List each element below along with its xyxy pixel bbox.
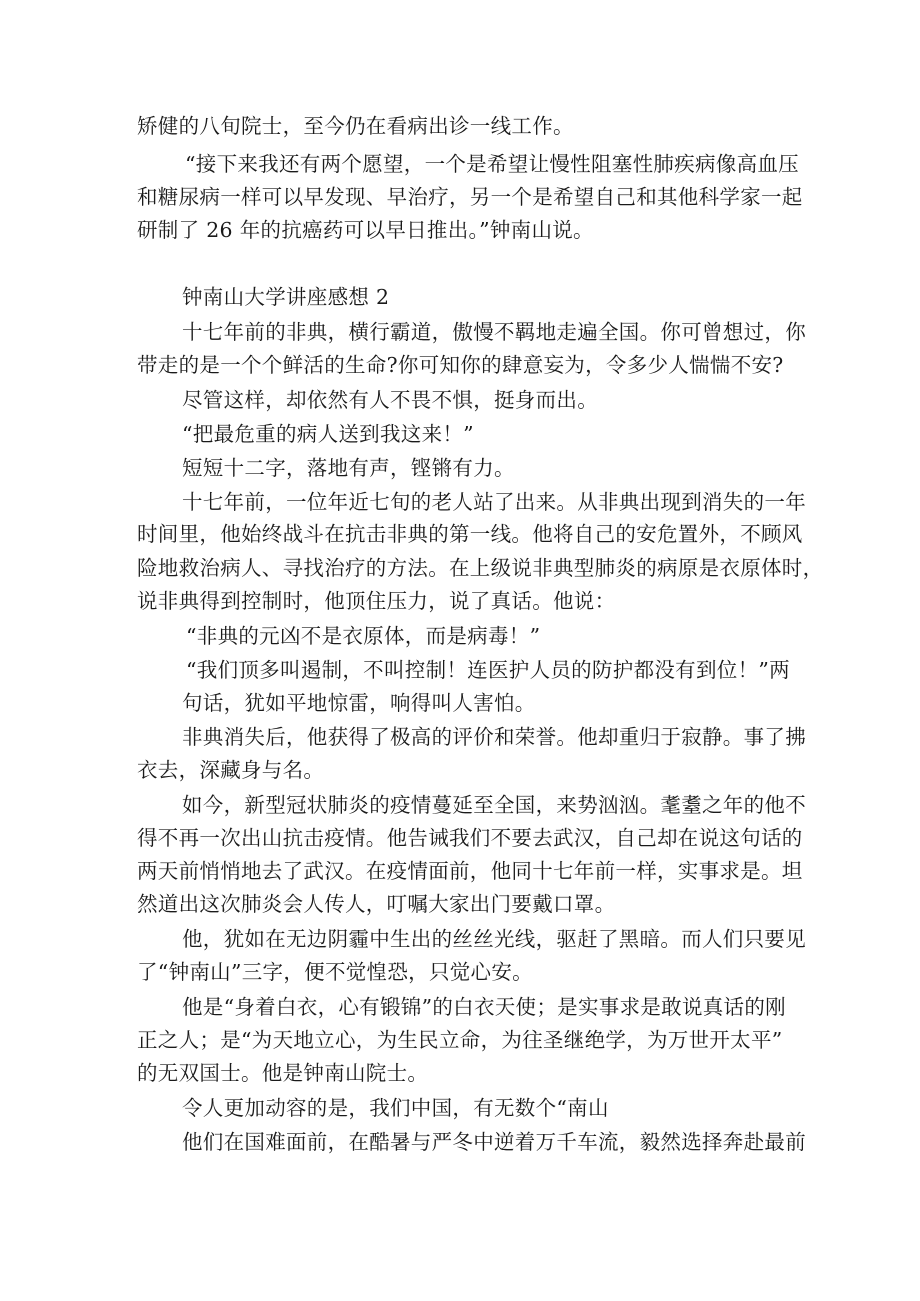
paragraph-line: 尽管这样，却依然有人不畏不惧，挺身而出。 — [182, 388, 598, 412]
paragraph-line: 非典消失后，他获得了极高的评价和荣誉。他却重归于寂静。事了拂 — [182, 725, 806, 749]
paragraph-line: 两天前悄悄地去了武汉。在疫情面前，他同十七年前一样，实事求是。坦 — [137, 859, 803, 883]
paragraph-line: 了“钟南山”三字，便不觉惶恐，只觉心安。 — [137, 960, 533, 984]
paragraph-line: 险地救治病人、寻找治疗的方法。在上级说非典型肺炎的病原是衣原体时， — [137, 556, 824, 580]
paragraph-line: 他，犹如在无边阴霾中生出的丝丝光线，驱赶了黑暗。而人们只要见 — [182, 927, 806, 951]
paragraph-line: “接下来我还有两个愿望，一个是希望让慢性阻塞性肺疾病像高血压 — [185, 152, 799, 176]
paragraph-line: 衣去，深藏身与名。 — [137, 758, 325, 782]
paragraph-line: 说非典得到控制时，他顶住压力，说了真话。他说： — [137, 589, 616, 613]
paragraph-line: 正之人；是“为天地立心，为生民立命，为往圣继绝学，为万世开太平” — [137, 1028, 783, 1052]
paragraph-line: “非典的元凶不是衣原体，而是病毒！” — [186, 624, 541, 648]
paragraph-line: 十七年前，一位年近七旬的老人站了出来。从非典出现到消失的一年 — [182, 490, 806, 514]
paragraph-line: “我们顶多叫遏制，不叫控制！连医护人员的防护都没有到位！”两 — [186, 658, 790, 682]
paragraph-line: 带走的是一个个鲜活的生命?你可知你的肆意妄为，令多少人惴惴不安? — [137, 353, 784, 377]
paragraph-line: 研制了 26 年的抗癌药可以早日推出。”钟南山说。 — [137, 218, 594, 242]
paragraph-line: 如今，新型冠状肺炎的疫情蔓延至全国，来势汹汹。耄耋之年的他不 — [182, 793, 806, 817]
paragraph-line: 然道出这次肺炎会人传人，叮嘱大家出门要戴口罩。 — [137, 892, 616, 916]
paragraph-line: “把最危重的病人送到我这来！” — [182, 422, 474, 446]
paragraph-line: 他是“身着白衣，心有锻锦”的白衣天使；是实事求是敢说真话的刚 — [182, 995, 786, 1019]
paragraph-line: 矫健的八旬院士，至今仍在看病出诊一线工作。 — [137, 114, 574, 138]
paragraph-line: 十七年前的非典，横行霸道，傲慢不羁地走遍全国。你可曾想过，你 — [182, 320, 806, 344]
section-heading: 钟南山大学讲座感想 2 — [182, 285, 390, 309]
paragraph-line: 句话，犹如平地惊雷，响得叫人害怕。 — [182, 691, 536, 715]
paragraph-line: 的无双国士。他是钟南山院士。 — [137, 1061, 429, 1085]
paragraph-line: 和糖尿病一样可以早发现、早治疗，另一个是希望自己和其他科学家一起 — [137, 185, 803, 209]
paragraph-line: 得不再一次出山抗击疫情。他告诫我们不要去武汉，自己却在说这句话的 — [137, 826, 803, 850]
paragraph-line: 他们在国难面前，在酷暑与严冬中逆着万千车流，毅然选择奔赴最前 — [182, 1130, 806, 1154]
paragraph-line: 令人更加动容的是，我们中国，有无数个“南山 — [182, 1096, 609, 1120]
paragraph-line: 短短十二字，落地有声，铿锵有力。 — [182, 456, 515, 480]
paragraph-line: 时间里，他始终战斗在抗击非典的第一线。他将自己的安危置外，不顾风 — [137, 522, 803, 546]
